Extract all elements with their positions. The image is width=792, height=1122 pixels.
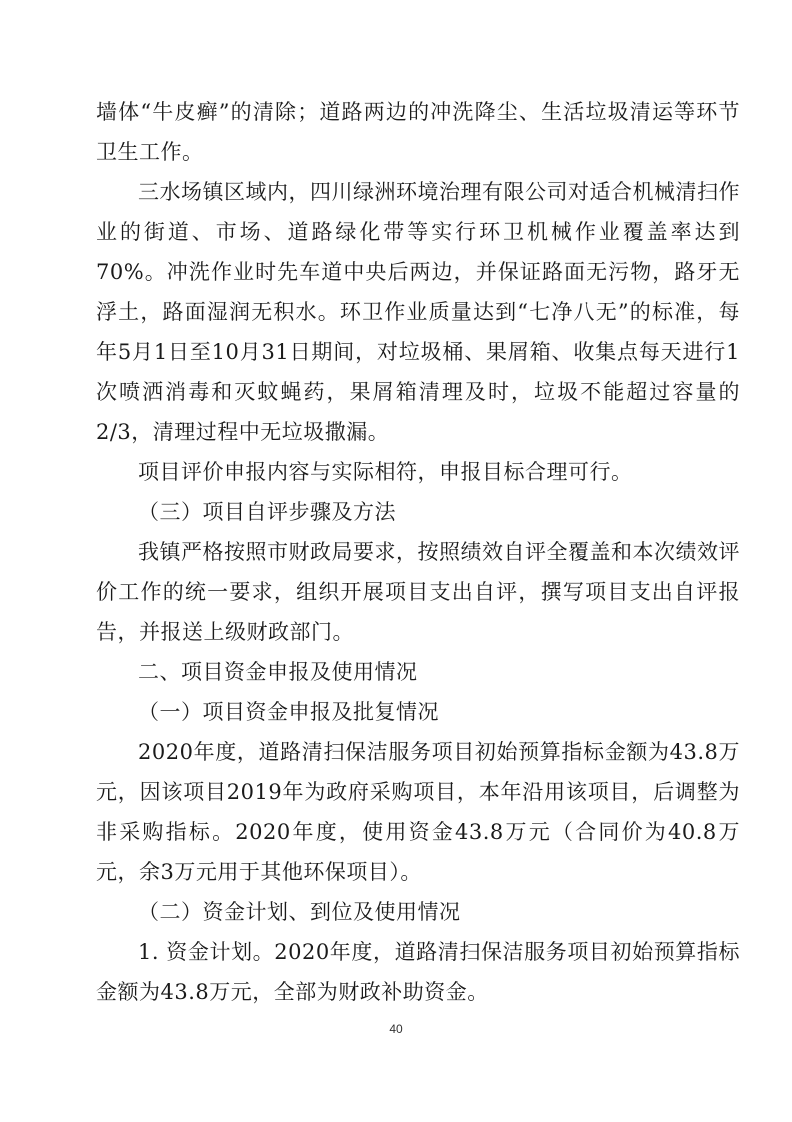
paragraph-evaluation-consistency: 项目评价申报内容与实际相符，申报目标合理可行。: [138, 460, 633, 484]
page-number: 40: [389, 1022, 403, 1036]
paragraph-sanshui-operations: 三水场镇区域内，四川绿洲环境治理有限公司对适合机械清扫作业的街道、市场、道路绿化带等实行环卫机械作业覆盖率达到70%。冲洗作业时先车道中央后两边，并保证路面无污物，路牙无浮土，路面湿润无积水。环卫作业质量达到“七净八无”的标准，每年5月1日至10月31日期间，对垃圾桶、果屑箱、收集点每天进行1次喷洒消毒和灭蚊蝇药，果屑箱清理及时，垃圾不能超过容量的2/3，清理过程中无垃圾撒漏。: [96, 180, 740, 444]
paragraph-self-evaluation-method: 我镇严格按照市财政局要求，按照绩效自评全覆盖和本次绩效评价工作的统一要求，组织开展项目支出自评，撰写项目支出自评报告，并报送上级财政部门。: [96, 540, 740, 644]
section-heading-funding-usage: 二、项目资金申报及使用情况: [138, 660, 418, 684]
paragraph-continuation: 墙体“牛皮癣”的清除；道路两边的冲洗降尘、生活垃圾清运等环节卫生工作。: [96, 100, 740, 164]
paragraph-funding-plan: 1. 资金计划。2020年度，道路清扫保洁服务项目初始预算指标金额为43.8万元，全部为财政补助资金。: [96, 940, 740, 1004]
document-body: [96, 92, 740, 1012]
paragraph-funding-application: 2020年度，道路清扫保洁服务项目初始预算指标金额为43.8万元，因该项目2019年为政府采购项目，本年沿用该项目，后调整为非采购指标。2020年度，使用资金43.8万元（合同价为40.8万元，余3万元用于其他环保项目）。: [96, 740, 740, 884]
section-heading-funding-plan: （二）资金计划、到位及使用情况: [138, 900, 461, 924]
section-heading-funding-application: （一）项目资金申报及批复情况: [138, 700, 439, 724]
section-heading-self-evaluation-steps: （三）项目自评步骤及方法: [138, 500, 396, 524]
